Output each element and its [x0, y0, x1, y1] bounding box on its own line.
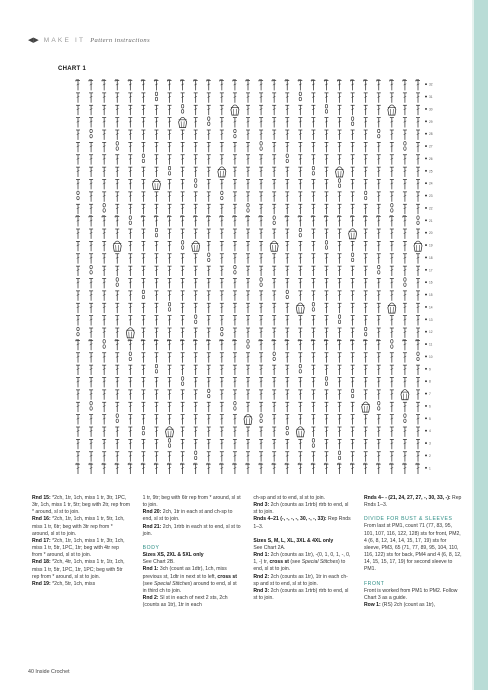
chain-stitch — [129, 357, 131, 361]
chain-stitch — [155, 369, 157, 373]
col2-rnd21: Rnd 21: 2ch, 1rtrb in each st to end, sl st to join. — [142, 523, 241, 537]
chain-stitch — [312, 171, 314, 175]
chain-stitch — [116, 419, 118, 423]
row-end-marker — [425, 405, 427, 407]
row-end-marker — [425, 158, 427, 160]
puff-cluster — [296, 303, 304, 313]
chain-stitch — [90, 401, 92, 405]
row-number-label: 8 — [429, 379, 431, 384]
chain-stitch — [247, 209, 249, 213]
chain-stitch — [234, 407, 236, 411]
see-chart: See Chart 2B. — [142, 559, 175, 566]
chain-stitch — [194, 451, 196, 455]
chain-stitch — [208, 389, 210, 393]
chain-stitch — [103, 203, 105, 207]
col2-rnd2: Rnd 2: Sl st in each of next 2 sts, 2ch (counts as 1tr), 1tr in each — [142, 595, 228, 609]
row-end-marker — [425, 380, 427, 382]
row-end-marker — [425, 442, 427, 444]
col2-rnd20: Rnd 20: 2ch, 1tr in each st and ch-sp to end, sl st to join. — [142, 509, 233, 523]
header-arrows-icon: ◀▶ — [28, 37, 39, 44]
row-end-marker — [425, 83, 427, 85]
row-end-marker — [425, 219, 427, 221]
chain-stitch — [286, 290, 288, 294]
chain-stitch — [299, 364, 301, 368]
chain-stitch — [312, 308, 314, 312]
chain-stitch — [234, 265, 236, 269]
chain-stitch — [260, 142, 262, 146]
row-number-label: 21 — [429, 218, 433, 223]
col1-round-0: Rnd 15: *2ch, 1tr, 1ch, miss 1 tr, 3tr, 1PC, 3tr, 1ch, miss 1 tr, 5tr; beg with 2tr, rep from * around, sl st to join. — [32, 495, 130, 516]
puff-cluster — [414, 241, 422, 251]
chain-stitch — [247, 345, 249, 349]
row-number-label: 14 — [429, 305, 433, 310]
chain-stitch — [378, 134, 380, 138]
col3-rnd1: Rnd 1: 2ch (counts as 1tr), -(0, 1, 0, 1, -, 0, 1, -) tr, cross st (see Special Stitches) to end, sl st to join. — [253, 552, 351, 573]
puff-cluster — [336, 167, 344, 177]
puff-cluster — [192, 241, 200, 251]
col2-rnd1: Rnd 1: 3ch (count as 1dtr), 1ch, miss previous st, 1dtr in next st to left, cross st (see Special Stitches) around to end, sl st in third ch to join. — [142, 566, 237, 594]
chain-stitch — [116, 142, 118, 146]
chain-stitch — [155, 364, 157, 368]
row-end-marker — [425, 331, 427, 333]
col2-text: 1 tr, 9tr; beg with 6tr rep from * around, sl st to join. — [142, 495, 241, 509]
row-end-marker — [425, 120, 427, 122]
chain-stitch — [338, 315, 340, 319]
chain-stitch — [299, 369, 301, 373]
chain-stitch — [181, 241, 183, 245]
puff-cluster — [362, 402, 370, 412]
puff-cluster — [401, 390, 409, 400]
chain-stitch — [260, 147, 262, 151]
row-number-label: 7 — [429, 392, 431, 397]
chain-stitch — [260, 419, 262, 423]
puff-cluster — [349, 229, 357, 239]
chain-stitch — [364, 332, 366, 336]
col3-rnds: Rnds 4–21 (-, -, -, -, 30, -, -, 33): Rep Rnds 1–3. — [253, 516, 351, 530]
chain-stitch — [155, 228, 157, 232]
chain-stitch — [116, 147, 118, 151]
chain-stitch — [286, 154, 288, 158]
row-number-label: 2 — [429, 453, 431, 458]
sizes-heading: Sizes XS, 2XL & 5XL only — [142, 552, 204, 559]
puff-cluster — [231, 105, 239, 115]
chain-stitch — [221, 196, 223, 200]
magazine-name: Inside Crochet — [35, 669, 70, 675]
col1-round-3: Rnd 18: *2ch, 4tr, 1ch, miss 1 tr, 1tr, 1ch, miss 1 tr, 5tr, 1PC, 1tr, 1PC; beg with 5tr rep from * around, sl st to join. — [32, 559, 125, 580]
chain-stitch — [90, 270, 92, 274]
row-number-label: 11 — [429, 342, 433, 347]
chain-stitch — [168, 171, 170, 175]
chain-stitch — [90, 265, 92, 269]
chain-stitch — [286, 159, 288, 163]
puff-cluster — [244, 414, 252, 424]
chain-stitch — [286, 295, 288, 299]
chain-stitch — [391, 203, 393, 207]
body-heading: BODY — [142, 544, 160, 551]
chain-stitch — [364, 191, 366, 195]
chain-stitch — [299, 233, 301, 237]
chain-stitch — [378, 129, 380, 133]
row-number-label: 27 — [429, 144, 433, 149]
chain-stitch — [155, 92, 157, 96]
col3-rnd3: Rnd 3: 2ch (counts as 1rtrb) rtrb to end, sl st to join. — [253, 502, 349, 516]
header-section: MAKE IT — [43, 36, 86, 44]
row-number-label: 4 — [429, 429, 431, 434]
puff-cluster — [126, 328, 134, 338]
divide-text: From last st PM1, count 71 (77, 83, 95, 101, 107, 116, 122, 128) sts for front, PM2, 4 (6, 8, 12, 14, 14, 15, 17, 19) sts for sleeve, PM3, 65 (71, 77, 89, 95, 104, 110, 116, 122) sts for back, PM4 and 4 (6, 8, 12, 14, 15, 15, 17, 19) for second sleeve to PM1. — [363, 523, 462, 573]
chain-stitch — [208, 122, 210, 126]
puff-cluster — [270, 241, 278, 251]
puff-cluster — [218, 167, 226, 177]
chain-stitch — [404, 278, 406, 282]
chain-stitch — [260, 278, 262, 282]
chain-stitch — [378, 270, 380, 274]
chain-stitch — [391, 345, 393, 349]
chain-stitch — [404, 142, 406, 146]
chain-stitch — [221, 327, 223, 331]
row-number-label: 32 — [429, 82, 433, 87]
chain-stitch — [299, 97, 301, 101]
pattern-column-1 — [32, 495, 130, 609]
chain-stitch — [181, 382, 183, 386]
chain-stitch — [181, 246, 183, 250]
chain-stitch — [103, 209, 105, 213]
row-number-label: 10 — [429, 354, 433, 359]
row-number-label: 13 — [429, 317, 433, 322]
row-number-label: 28 — [429, 132, 433, 137]
chain-stitch — [208, 394, 210, 398]
chain-stitch — [325, 246, 327, 250]
chain-stitch — [221, 332, 223, 336]
puff-cluster — [113, 241, 121, 251]
chain-stitch — [90, 129, 92, 133]
chain-stitch — [378, 265, 380, 269]
chain-stitch — [338, 456, 340, 460]
chain-stitch — [404, 419, 406, 423]
chain-stitch — [299, 228, 301, 232]
col4-rnds: Rnds 4– - (21, 24, 27, 27, -, 30, 33, -): Rep Rnds 1–3. — [363, 495, 462, 509]
puff-cluster — [296, 427, 304, 437]
chain-stitch — [391, 209, 393, 213]
chain-stitch — [325, 241, 327, 245]
chain-stitch — [142, 431, 144, 435]
row-end-marker — [425, 257, 427, 259]
chain-stitch — [260, 414, 262, 418]
front-heading: FRONT — [363, 580, 385, 587]
col1-round-4: Rnd 19: *2ch, 5tr, 1ch, miss — [32, 580, 96, 587]
row-end-marker — [425, 170, 427, 172]
chain-stitch — [116, 414, 118, 418]
chain-stitch — [364, 196, 366, 200]
see-chart-2: See Chart 2A. — [253, 544, 286, 551]
chain-stitch — [142, 295, 144, 299]
chain-stitch — [168, 166, 170, 170]
chain-stitch — [417, 352, 419, 356]
chain-stitch — [286, 431, 288, 435]
page-footer — [28, 669, 70, 675]
row-end-marker — [425, 182, 427, 184]
row-end-marker — [425, 207, 427, 209]
chain-stitch — [168, 439, 170, 443]
chain-stitch — [338, 320, 340, 324]
chain-stitch — [103, 340, 105, 344]
row-end-marker — [425, 96, 427, 98]
row-end-marker — [425, 430, 427, 432]
chain-stitch — [338, 184, 340, 188]
chain-stitch — [168, 444, 170, 448]
row-number-label: 20 — [429, 231, 433, 236]
chain-stitch — [90, 134, 92, 138]
chain-stitch — [273, 352, 275, 356]
chain-stitch — [142, 290, 144, 294]
chain-stitch — [129, 221, 131, 225]
chain-stitch — [417, 221, 419, 225]
divide-heading: DIVIDE FOR BUST & SLEEVES — [363, 516, 453, 523]
chain-stitch — [234, 134, 236, 138]
chain-stitch — [351, 117, 353, 121]
chain-stitch — [194, 320, 196, 324]
chain-stitch — [312, 166, 314, 170]
row-number-label: 3 — [429, 441, 431, 446]
chain-stitch — [351, 258, 353, 262]
chain-stitch — [325, 382, 327, 386]
chain-stitch — [325, 110, 327, 114]
chain-stitch — [351, 389, 353, 393]
chain-stitch — [404, 283, 406, 287]
pattern-column-4 — [364, 495, 462, 609]
row-number-label: 12 — [429, 330, 433, 335]
row-number-label: 17 — [429, 268, 433, 273]
chain-stitch — [194, 315, 196, 319]
chain-stitch — [116, 283, 118, 287]
chain-stitch — [417, 357, 419, 361]
chain-stitch — [103, 345, 105, 349]
chain-stitch — [299, 92, 301, 96]
chain-stitch — [142, 159, 144, 163]
row-number-label: 22 — [429, 206, 433, 211]
chain-stitch — [338, 451, 340, 455]
chain-stitch — [247, 203, 249, 207]
row-end-marker — [425, 281, 427, 283]
row-end-marker — [425, 356, 427, 358]
chain-stitch — [312, 302, 314, 306]
chain-stitch — [181, 110, 183, 114]
chain-stitch — [168, 308, 170, 312]
chain-stitch — [351, 122, 353, 126]
row-end-marker — [425, 108, 427, 110]
chain-stitch — [129, 216, 131, 220]
header-subtitle: Pattern instructions — [90, 36, 151, 44]
row-end-marker — [425, 417, 427, 419]
chain-stitch — [338, 179, 340, 183]
chain-stitch — [221, 191, 223, 195]
col3-rnd3b: Rnd 3: 2ch (counts as 1rtrb) rtrb to end, sl st to join. — [253, 587, 349, 602]
puff-cluster — [388, 303, 396, 313]
chain-stitch — [247, 340, 249, 344]
row-number-label: 19 — [429, 243, 433, 248]
chain-stitch — [260, 283, 262, 287]
chain-stitch — [364, 327, 366, 331]
page-number: 40 — [28, 669, 34, 675]
chain-stitch — [234, 129, 236, 133]
col4-row1: Row 1: (RS) 2ch (count as 1tr), — [363, 602, 436, 609]
pattern-text-columns — [32, 495, 462, 609]
chain-stitch — [194, 456, 196, 460]
chain-stitch — [273, 221, 275, 225]
row-end-marker — [425, 343, 427, 345]
row-end-marker — [425, 318, 427, 320]
front-text: Front is worked from PM1 to PM2. Follow Chart 3 as a guide. — [363, 587, 458, 601]
row-number-label: 16 — [429, 280, 433, 285]
chain-stitch — [378, 407, 380, 411]
row-end-marker — [425, 133, 427, 135]
row-end-marker — [425, 455, 427, 457]
chain-stitch — [181, 377, 183, 381]
puff-cluster — [152, 179, 160, 189]
col1-round-2: Rnd 17: *2ch, 1tr, 1ch, miss 1 tr, 3tr, 1ch, miss 1 tr, 5tr, 1PC, 1tr; beg with 4tr rep from * around, sl st to join. — [32, 537, 125, 559]
chain-stitch — [208, 258, 210, 262]
row-number-label: 18 — [429, 255, 433, 260]
row-number-label: 23 — [429, 194, 433, 199]
chain-stitch — [142, 426, 144, 430]
row-end-marker — [425, 244, 427, 246]
chain-stitch — [286, 426, 288, 430]
chain-stitch — [378, 401, 380, 405]
row-end-marker — [425, 306, 427, 308]
chain-stitch — [77, 196, 79, 200]
chart-label: CHART 1 — [58, 66, 87, 72]
row-end-marker — [425, 294, 427, 296]
chain-stitch — [312, 444, 314, 448]
chain-stitch — [351, 394, 353, 398]
row-number-label: 25 — [429, 169, 433, 174]
chain-stitch — [90, 407, 92, 411]
row-number-label: 15 — [429, 293, 433, 298]
row-end-marker — [425, 232, 427, 234]
pattern-column-3 — [253, 495, 351, 609]
row-number-label: 1 — [429, 466, 431, 471]
chain-stitch — [404, 147, 406, 151]
chain-stitch — [325, 104, 327, 108]
puff-cluster — [388, 105, 396, 115]
chain-stitch — [208, 253, 210, 257]
chain-stitch — [181, 104, 183, 108]
row-number-label: 5 — [429, 416, 431, 421]
chain-stitch — [155, 233, 157, 237]
sizes-heading-2: Sizes S, M, L, XL, 3XL & 4XL only — [253, 537, 334, 544]
chain-stitch — [391, 340, 393, 344]
chain-stitch — [325, 377, 327, 381]
chain-stitch — [234, 270, 236, 274]
chain-stitch — [234, 401, 236, 405]
col1-round-1: Rnd 16: *2ch, 1tr, 1ch, miss 1 tr, 5tr, 1ch, miss 1 tr, 6tr; beg with 3tr rep from * around, sl st to join. — [32, 516, 125, 537]
chain-stitch — [208, 117, 210, 121]
chain-stitch — [273, 357, 275, 361]
row-end-marker — [425, 393, 427, 395]
col3-rnd2: Rnd 2: 2ch (counts as 1tr), 1tr in each ch-sp and st to end, sl st to join. — [253, 573, 348, 587]
row-end-marker — [425, 467, 427, 469]
chain-stitch — [417, 216, 419, 220]
chain-stitch — [155, 97, 157, 101]
chain-stitch — [194, 184, 196, 188]
puff-cluster — [179, 117, 187, 127]
puff-cluster — [166, 427, 174, 437]
chain-stitch — [273, 216, 275, 220]
row-number-label: 24 — [429, 181, 433, 186]
row-number-label: 30 — [429, 107, 433, 112]
chain-stitch — [351, 253, 353, 257]
chain-stitch — [77, 191, 79, 195]
chain-stitch — [142, 154, 144, 158]
row-number-label: 26 — [429, 156, 433, 161]
row-end-marker — [425, 368, 427, 370]
col3-text: ch-sp and st to end, sl st to join. — [253, 495, 325, 501]
pattern-column-2 — [143, 495, 241, 609]
row-number-label: 29 — [429, 119, 433, 124]
chain-stitch — [194, 179, 196, 183]
chain-stitch — [404, 414, 406, 418]
row-number-label: 9 — [429, 367, 431, 372]
row-end-marker — [425, 269, 427, 271]
row-end-marker — [425, 145, 427, 147]
chain-stitch — [77, 327, 79, 331]
row-end-marker — [425, 195, 427, 197]
row-number-label: 31 — [429, 95, 433, 100]
chain-stitch — [312, 439, 314, 443]
chain-stitch — [129, 352, 131, 356]
chain-stitch — [116, 278, 118, 282]
chain-stitch — [168, 302, 170, 306]
row-number-label: 6 — [429, 404, 431, 409]
chain-stitch — [77, 332, 79, 336]
